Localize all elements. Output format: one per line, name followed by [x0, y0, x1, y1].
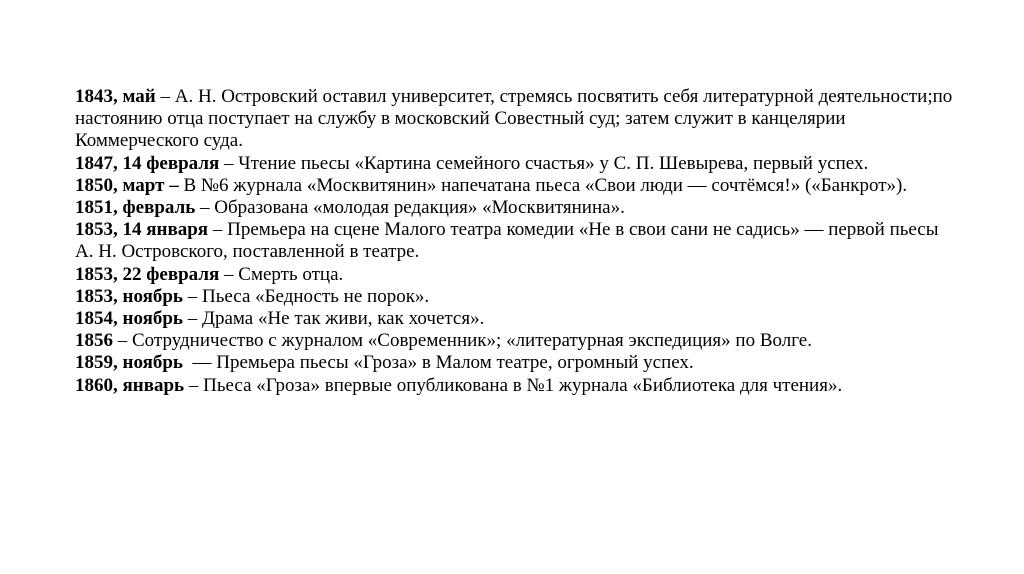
entry-text: Образована «молодая редакция» «Москвитянина». [214, 197, 625, 219]
entry-separator: – [219, 263, 239, 285]
timeline-entry-1850-march [75, 175, 955, 197]
timeline-entry-1860-jan [75, 375, 955, 397]
entry-separator: – [182, 308, 202, 330]
entry-date: 1843, май [75, 86, 156, 107]
entry-text: Чтение пьесы «Картина семейного счастья» у С. П. Шевырева, первый успех. [238, 152, 869, 174]
entry-date: 1859, ноябрь [75, 352, 183, 374]
entry-text: Драма «Не так живи, как хочется». [201, 308, 485, 330]
entry-date: 1853, 14 января [75, 219, 209, 241]
entry-separator: – [155, 86, 175, 107]
entry-separator: – [113, 330, 132, 352]
entry-separator: – [208, 219, 228, 241]
timeline-entry-1851-feb [75, 197, 955, 219]
entry-date: 1854, ноябрь [75, 308, 183, 330]
entry-separator: – [195, 197, 215, 219]
timeline-entry-1853-feb [75, 264, 955, 286]
entry-text: Премьера пьесы «Гроза» в Малом театре, огромный успех. [216, 352, 694, 374]
entry-date: 1853, 22 февраля [75, 263, 220, 285]
timeline-entry-1853-jan [75, 219, 955, 263]
entry-text: Сотрудничество с журналом «Современник»; «литературная экспедиция» по Волге. [132, 330, 812, 352]
entry-date: 1860, январь [75, 374, 185, 396]
entry-separator: – [164, 174, 184, 196]
entry-date: 1856 [75, 330, 113, 352]
timeline-entry-1854-nov [75, 308, 955, 330]
timeline-entry-1853-nov [75, 286, 955, 308]
entry-separator: – [182, 285, 202, 307]
timeline-entry-1859-nov [75, 352, 955, 374]
entry-text: В №6 журнала «Москвитянин» напечатана пьеса «Свои люди — сочтёмся!» («Банкрот»). [183, 174, 908, 196]
entry-text: Пьеса «Гроза» впервые опубликована в №1 журнала «Библиотека для чтения». [203, 374, 843, 396]
entry-date: 1847, 14 февраля [75, 152, 220, 174]
entry-text: А. Н. Островский оставил университет, стремясь посвятить себя литературной деятельности;по настоянию отца поступает на службу в московский Совестный суд; затем служит в канцелярии Коммерческого суда. [75, 86, 953, 152]
entry-date: 1850, март [75, 174, 165, 196]
entry-date: 1853, ноябрь [75, 285, 183, 307]
timeline-entry-1856 [75, 330, 955, 352]
timeline-entry-1847-feb [75, 153, 955, 175]
timeline-entry-1843-may [75, 86, 955, 153]
entry-separator: — [182, 352, 217, 374]
timeline-text-block [75, 86, 955, 397]
entry-text: Смерть отца. [238, 263, 344, 285]
entry-separator: – [219, 152, 239, 174]
entry-date: 1851, февраль [75, 197, 196, 219]
entry-text: Премьера на сцене Малого театра комедии «Не в свои сани не садись» — первой пьесы А. Н. Островского, поставленной в театре. [75, 219, 939, 263]
entry-separator: – [184, 374, 204, 396]
entry-text: Пьеса «Бедность не порок». [201, 285, 430, 307]
